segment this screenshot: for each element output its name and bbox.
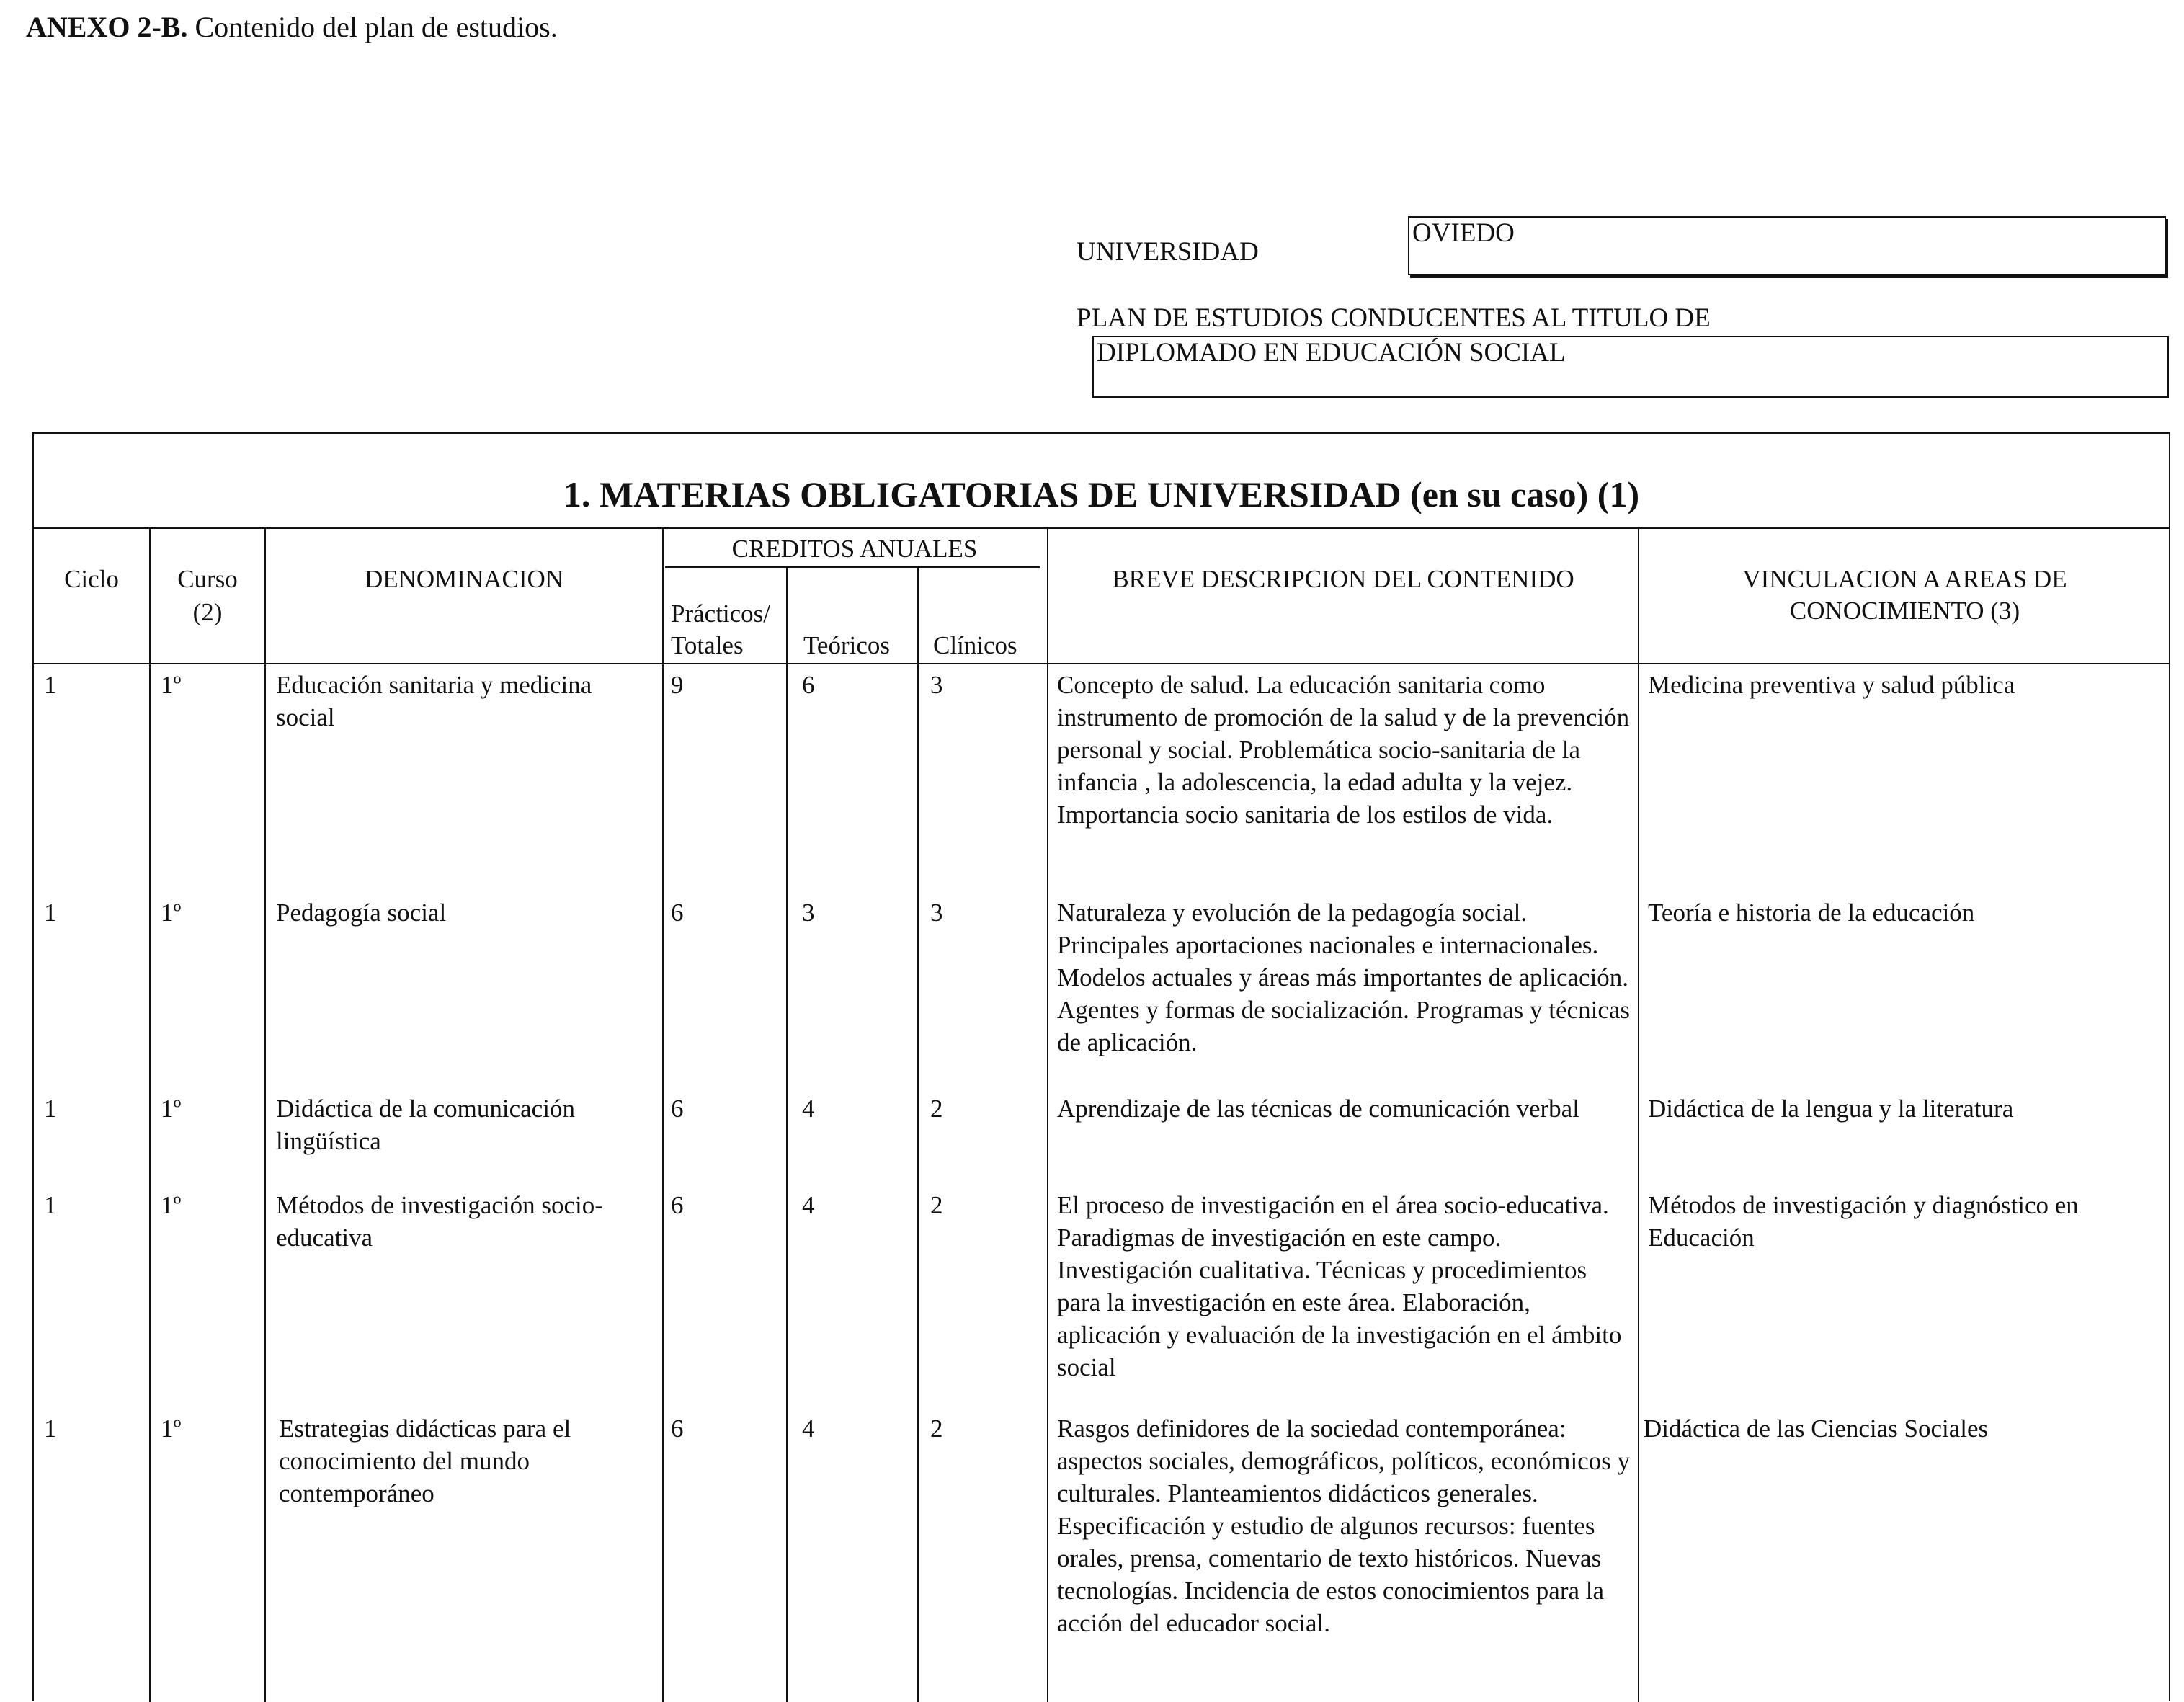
column-divider (264, 529, 266, 1702)
annex-text: Contenido del plan de estudios. (195, 11, 558, 43)
row-5-teoricos: 4 (802, 1414, 815, 1443)
row-2-curso: 1º (161, 899, 182, 927)
row-3-teoricos: 4 (802, 1095, 815, 1123)
subjects-table (32, 432, 2170, 1701)
row-3-area: Didáctica de la lengua y la literatura (1648, 1095, 2014, 1123)
column-divider (149, 529, 151, 1702)
row-1-denominacion: Educación sanitaria y medicina social (276, 671, 592, 731)
column-divider (1047, 529, 1048, 1702)
row-3-ciclo: 1 (44, 1095, 57, 1123)
row-4-ciclo: 1 (44, 1191, 57, 1219)
row-2-denominacion: Pedagogía social (276, 899, 447, 927)
header-practicos: Prácticos/ (671, 600, 771, 628)
plan-label: PLAN DE ESTUDIOS CONDUCENTES AL TITULO DE (1077, 303, 1711, 333)
column-divider (786, 568, 788, 1702)
row-5-area: Didáctica de las Ciencias Sociales (1644, 1414, 1989, 1443)
row-2-descripcion: Naturaleza y evolución de la pedagogía social. Principales aportaciones nacionales e internacionales. Modelos actuales y áreas más importantes de aplicación. Agentes y formas de socialización. Programas y técnicas de aplicación. (1057, 899, 1631, 1056)
annex-heading (26, 10, 558, 44)
row-1-curso: 1º (161, 671, 182, 699)
header-curso-note: (2) (192, 598, 223, 626)
row-4-totales: 6 (671, 1191, 684, 1219)
header-curso: Curso (177, 565, 238, 593)
row-5-denominacion: Estrategias didácticas para el conocimiento del mundo contemporáneo (279, 1414, 571, 1507)
plan-value: DIPLOMADO EN EDUCACIÓN SOCIAL (1092, 336, 2169, 398)
header-descripcion: BREVE DESCRIPCION DEL CONTENIDO (1112, 565, 1574, 593)
row-5-descripcion: Rasgos definidores de la sociedad contemporánea: aspectos sociales, demográficos, políticos, económicos y culturales. Planteamientos didácticos generales. Especificación y estudio de algunos recursos: fuentes orales, prensa, comentario de texto históricos. Nuevas tecnologías. Incidencia de estos conocimientos para la acción del educador social. (1057, 1414, 1631, 1637)
creditos-underline (665, 566, 1040, 568)
row-2-teoricos: 3 (802, 899, 815, 927)
header-teoricos: Teóricos (803, 631, 891, 659)
row-4-teoricos: 4 (802, 1191, 815, 1219)
row-4-curso: 1º (161, 1191, 182, 1219)
row-2-practicos: 3 (930, 899, 943, 927)
row-1-descripcion: Concepto de salud. La educación sanitaria como instrumento de promoción de la salud y de la prevención personal y social. Problemática socio-sanitaria de la infancia , la adolescencia, la edad adulta y la vejez. Importancia socio sanitaria de los estilos de vida. (1057, 671, 1630, 829)
header-creditos: CREDITOS ANUALES (731, 535, 978, 563)
header-vinculacion-1: VINCULACION A AREAS DE (1742, 565, 2067, 593)
column-divider (917, 568, 919, 1702)
annex-label: ANEXO 2-B. (26, 11, 188, 43)
table-title: 1. MATERIAS OBLIGATORIAS DE UNIVERSIDAD (en su caso) (1) (34, 434, 2169, 529)
row-3-denominacion: Didáctica de la comunicación lingüística (276, 1095, 575, 1155)
row-1-teoricos: 6 (802, 671, 815, 699)
row-3-curso: 1º (161, 1095, 182, 1123)
row-4-practicos: 2 (930, 1191, 943, 1219)
row-5-curso: 1º (161, 1414, 182, 1443)
row-3-practicos: 2 (930, 1095, 943, 1123)
header-clinicos: Clínicos (933, 631, 1017, 659)
column-divider (1638, 529, 1639, 1702)
row-2-ciclo: 1 (44, 899, 57, 927)
university-label: UNIVERSIDAD (1077, 237, 1259, 267)
university-value: OVIEDO (1408, 216, 2166, 275)
row-1-area: Medicina preventiva y salud pública (1648, 671, 2015, 699)
header-vinculacion-2: CONOCIMIENTO (3) (1789, 597, 2020, 625)
row-3-descripcion: Aprendizaje de las técnicas de comunicación verbal (1057, 1095, 1579, 1123)
row-5-totales: 6 (671, 1414, 684, 1443)
column-divider (662, 529, 664, 1702)
row-1-ciclo: 1 (44, 671, 57, 699)
row-1-practicos: 3 (930, 671, 943, 699)
row-3-totales: 6 (671, 1095, 684, 1123)
header-bottom-rule (34, 663, 2169, 664)
row-2-totales: 6 (671, 899, 684, 927)
row-4-descripcion: El proceso de investigación en el área socio-educativa. Paradigmas de investigación en este campo. Investigación cualitativa. Técnicas y procedimientos para la investigación en este área. Elaboración, aplicación y evaluación de la investigación en el ámbito social (1057, 1191, 1622, 1381)
header-ciclo: Ciclo (64, 565, 119, 593)
row-1-totales: 9 (671, 671, 684, 699)
row-4-denominacion: Métodos de investigación socio-educativa (276, 1191, 603, 1252)
header-totales: Totales (671, 631, 744, 659)
header-denominacion: DENOMINACION (364, 565, 564, 593)
row-4-area: Métodos de investigación y diagnóstico en Educación (1648, 1191, 2079, 1252)
row-2-area: Teoría e historia de la educación (1648, 899, 1975, 927)
row-5-ciclo: 1 (44, 1414, 57, 1443)
row-5-practicos: 2 (930, 1414, 943, 1443)
